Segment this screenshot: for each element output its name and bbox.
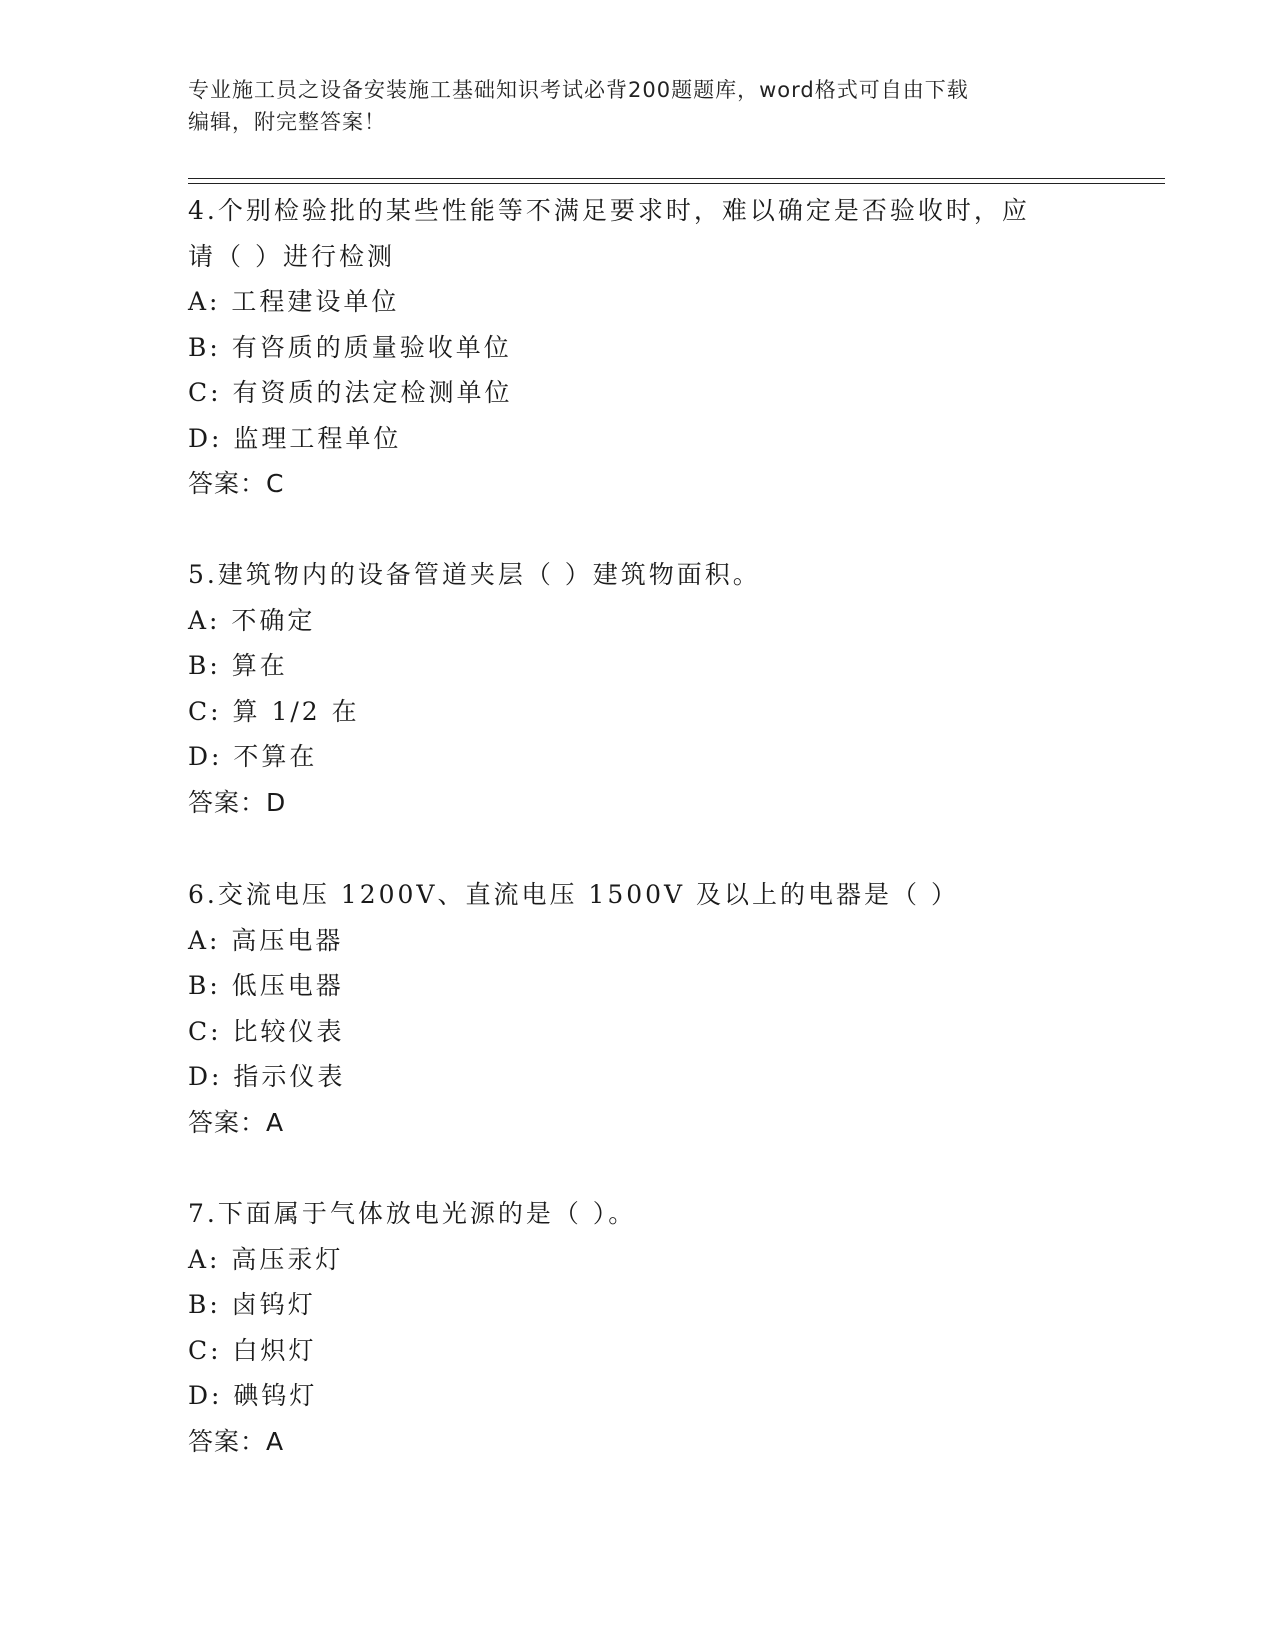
option-d: D: 指示仪表 <box>188 1062 346 1091</box>
option-c: C: 比较仪表 <box>188 1016 345 1046</box>
option-d: D: 不算在 <box>188 742 318 771</box>
answer-label: 答案：D <box>188 787 287 817</box>
question-6 <box>188 872 1088 1145</box>
option-a: A: 高压汞灯 <box>188 1244 344 1274</box>
header-divider-bottom <box>188 183 1165 184</box>
answer-label: 答案：A <box>188 1107 285 1137</box>
question-4 <box>188 188 1088 507</box>
question-stem-line: 4.个别检验批的某些性能等不满足要求时，难以确定是否验收时，应 <box>188 196 1030 225</box>
header-title-line-1: 专业施工员之设备安装施工基础知识考试必背200题题库，word格式可自由下载 <box>188 78 969 102</box>
answer-label: 答案：A <box>188 1426 285 1456</box>
option-b: B: 低压电器 <box>188 971 344 1000</box>
option-d: D: 监理工程单位 <box>188 423 402 453</box>
question-stem-line: 7.下面属于气体放电光源的是（ ）。 <box>188 1199 637 1228</box>
option-c: C: 有资质的法定检测单位 <box>188 378 513 407</box>
option-a: A: 不确定 <box>188 605 316 635</box>
document-header <box>188 74 1068 138</box>
option-a: A: 高压电器 <box>188 925 344 955</box>
option-a: A: 工程建设单位 <box>188 287 400 316</box>
option-c: C: 白炽灯 <box>188 1335 317 1365</box>
option-b: B: 卤钨灯 <box>188 1290 316 1319</box>
question-5 <box>188 552 1088 825</box>
header-title-line-2: 编辑，附完整答案！ <box>188 110 386 134</box>
question-7 <box>188 1191 1088 1464</box>
answer-label: 答案：C <box>188 469 285 498</box>
question-stem-line: 请（ ）进行检测 <box>188 241 395 271</box>
question-stem-line: 5.建筑物内的设备管道夹层（ ）建筑物面积。 <box>188 560 761 589</box>
option-b: B: 有咨质的质量验收单位 <box>188 332 512 362</box>
option-d: D: 碘钨灯 <box>188 1381 318 1410</box>
option-b: B: 算在 <box>188 651 288 680</box>
question-stem-line: 6.交流电压 1200V、直流电压 1500V 及以上的电器是（ ） <box>188 880 959 909</box>
option-c: C: 算 1/2 在 <box>188 696 360 726</box>
header-divider-top <box>188 178 1165 179</box>
